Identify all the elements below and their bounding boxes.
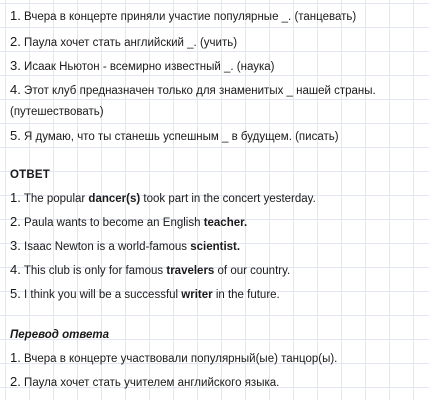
item-text: Вчера в концерте участвовали популярный(ые) танцор(ы). — [24, 353, 338, 365]
item-text: Этот клуб предназначен только для знаменитых _ нашей страны. — [24, 85, 376, 97]
item-text: (путешествовать) — [10, 106, 104, 118]
item-text: Вчера в концерте приняли участие популярные _. (танцевать) — [24, 11, 357, 23]
item-number: 5. — [10, 286, 21, 301]
item-text: Paula wants to become an English — [24, 217, 204, 229]
item-text: took part in the concert yesterday. — [140, 193, 316, 205]
task-item-3 — [10, 59, 274, 74]
answer-item-4 — [10, 263, 290, 278]
item-text: This club is only for famous — [23, 265, 167, 277]
item-text: Я думаю, что ты станешь успешным _ в будущем. (писать) — [24, 131, 339, 143]
item-number: 2. — [10, 214, 21, 229]
task-item-4-continuation — [10, 105, 104, 119]
item-text: I think you will be a successful — [24, 289, 182, 301]
answer-word: teacher. — [203, 217, 248, 229]
task-item-5 — [10, 129, 339, 144]
item-number: 4. — [10, 82, 21, 97]
item-number: 1. — [10, 350, 21, 365]
item-number: 1. — [10, 8, 21, 23]
translation-item-1 — [10, 351, 337, 366]
answer-item-5 — [10, 287, 280, 302]
translation-item-2 — [10, 375, 279, 390]
answer-word: dancer(s) — [88, 193, 141, 205]
item-text: Isaac Newton is a world-famous — [24, 241, 191, 253]
answer-word: writer — [181, 289, 213, 301]
item-number: 1. — [10, 190, 21, 205]
item-text: Паула хочет стать учителем английского языка. — [24, 377, 280, 389]
answer-item-3 — [10, 239, 240, 254]
item-text: in the future. — [212, 289, 280, 301]
item-text: of our country. — [214, 265, 291, 277]
task-item-2 — [10, 35, 237, 50]
translation-heading: Перевод ответа — [10, 329, 110, 341]
item-text: The popular — [23, 193, 89, 205]
item-number: 5. — [10, 128, 21, 143]
item-number: 3. — [10, 58, 21, 73]
item-text: Исаак Ньютон - всемирно известный _. (наука) — [24, 61, 275, 73]
task-item-4 — [10, 83, 376, 98]
item-number: 2. — [10, 34, 21, 49]
item-text: Паула хочет стать английский _. (учить) — [24, 37, 238, 49]
answer-word: travelers — [166, 265, 215, 277]
item-number: 4. — [10, 262, 21, 277]
answer-item-1 — [10, 191, 316, 206]
task-item-1 — [10, 9, 356, 24]
item-number: 3. — [10, 238, 21, 253]
answer-word: scientist. — [190, 241, 241, 253]
answer-item-2 — [10, 215, 247, 230]
item-number: 2. — [10, 374, 21, 389]
answer-heading: ОТВЕТ — [10, 169, 50, 181]
